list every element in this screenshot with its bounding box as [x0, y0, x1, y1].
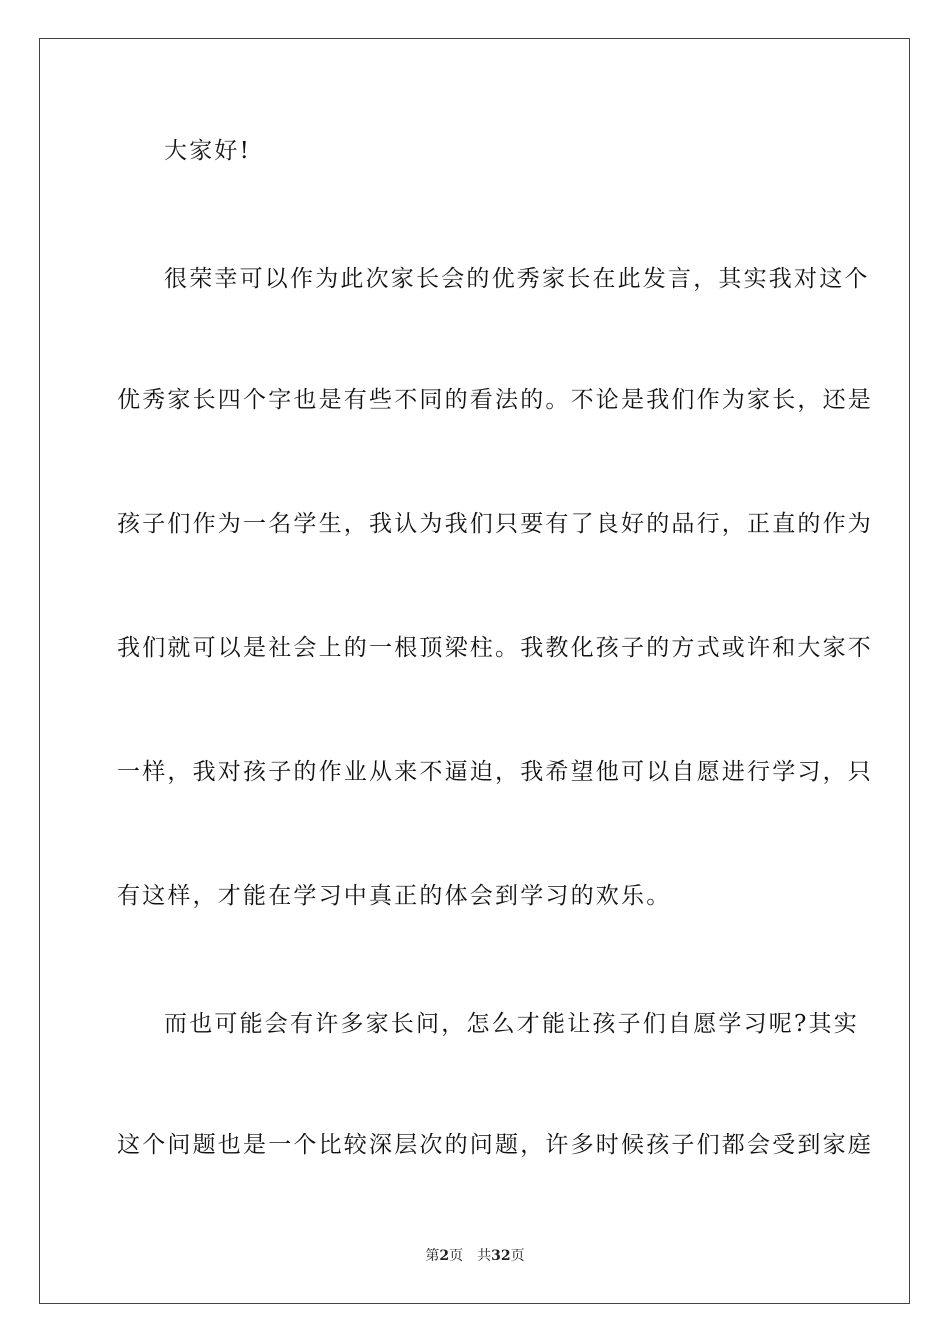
- footer-total-prefix: 共: [477, 1248, 492, 1264]
- page-footer: [0, 1247, 950, 1265]
- page-frame: [39, 38, 910, 1304]
- footer-page-total: 32: [491, 1248, 511, 1264]
- paragraph-line: 有这样，才能在学习中真正的体会到学习的欢乐。: [117, 883, 672, 909]
- greeting-line: 大家好!: [164, 138, 252, 164]
- footer-page-current: 2: [439, 1248, 450, 1264]
- paragraph-line: 一样，我对孩子的作业从来不逼迫，我希望他可以自愿进行学习，只: [117, 759, 873, 785]
- paragraph-line: 而也可能会有许多家长问，怎么才能让孩子们自愿学习呢?其实: [164, 1011, 859, 1037]
- paragraph-line: 优秀家长四个字也是有些不同的看法的。不论是我们作为家长，还是: [117, 387, 873, 413]
- footer-page-prefix: 第: [425, 1248, 440, 1264]
- paragraph-line: 我们就可以是社会上的一根顶梁柱。我教化孩子的方式或许和大家不: [117, 635, 873, 661]
- paragraph-line: 很荣幸可以作为此次家长会的优秀家长在此发言，其实我对这个: [164, 266, 870, 292]
- paragraph-line: 这个问题也是一个比较深层次的问题，许多时候孩子们都会受到家庭: [117, 1132, 873, 1158]
- paragraph-line: 孩子们作为一名学生，我认为我们只要有了良好的品行，正直的作为: [117, 511, 873, 537]
- footer-page-unit: 页: [449, 1248, 464, 1264]
- footer-total-unit: 页: [510, 1248, 525, 1264]
